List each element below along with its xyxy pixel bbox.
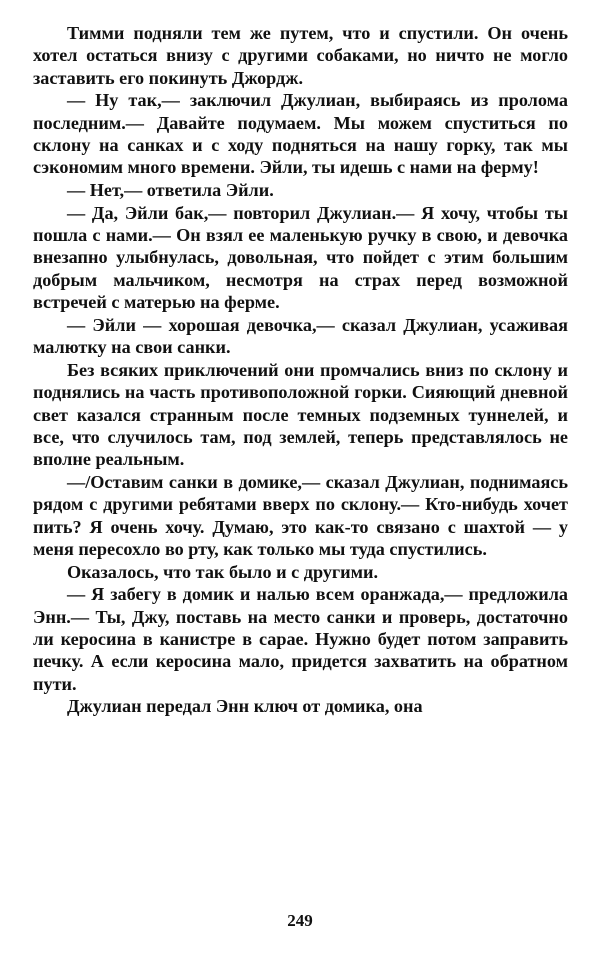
paragraph: Без всяких приключений они промчались вниз по склону и поднялись на часть противоположной горки. Сияющий дневной свет казался странным после темных подземных туннелей, и все, что случилось там, под землей, теперь представлялось не вполне реальным. [33, 359, 568, 470]
paragraph: — Ну так,— заключил Джулиан, выбираясь из пролома последним.— Давайте подумаем. Мы можем спуститься по склону на санках и с ходу подняться на нашу горку, так мы сэкономим много времени. Эйли, ты идешь с нами на ферму! [33, 90, 568, 178]
page-text [33, 22, 568, 718]
paragraph: — Эйли — хорошая девочка,— сказал Джулиан, усаживая малютку на свои санки. [33, 314, 568, 358]
page-number: 249 [287, 911, 313, 930]
paragraph: — Нет,— ответила Эйли. [67, 180, 274, 201]
paragraph: Оказалось, что так было и с другими. [67, 561, 379, 582]
paragraph: — Я забегу в домик и налью всем оранжада,— предложила Энн.— Ты, Джу, поставь на место санки и проверь, достаточно ли керосина в канистре в сарае. Нужно будет потом заправить печку. А если керосина мало, придется захватить на обратном пути. [33, 584, 568, 694]
paragraph: Тимми подняли тем же путем, что и спустили. Он очень хотел остаться внизу с другими собаками, но ничто не могло заставить его покинуть Джордж. [33, 23, 568, 88]
paragraph: — Да, Эйли бак,— повторил Джулиан.— Я хочу, чтобы ты пошла с нами.— Он взял ее маленькую ручку в свою, и девочка внезапно улыбнулась, довольная, что пойдет с этим большим добрым мальчиком, несмотря на страх перед возможной встречей с матерью на ферме. [33, 202, 568, 313]
paragraph: —/Оставим санки в домике,— сказал Джулиан, поднимаясь рядом с другими ребятами вверх по склону.— Кто-нибудь хочет пить? Я очень хочу. Думаю, это как-то связано с шахтой — у меня пересохло во рту, как только мы туда спустились. [33, 471, 568, 559]
paragraph: Джулиан передал Энн ключ от домика, она [67, 696, 423, 717]
